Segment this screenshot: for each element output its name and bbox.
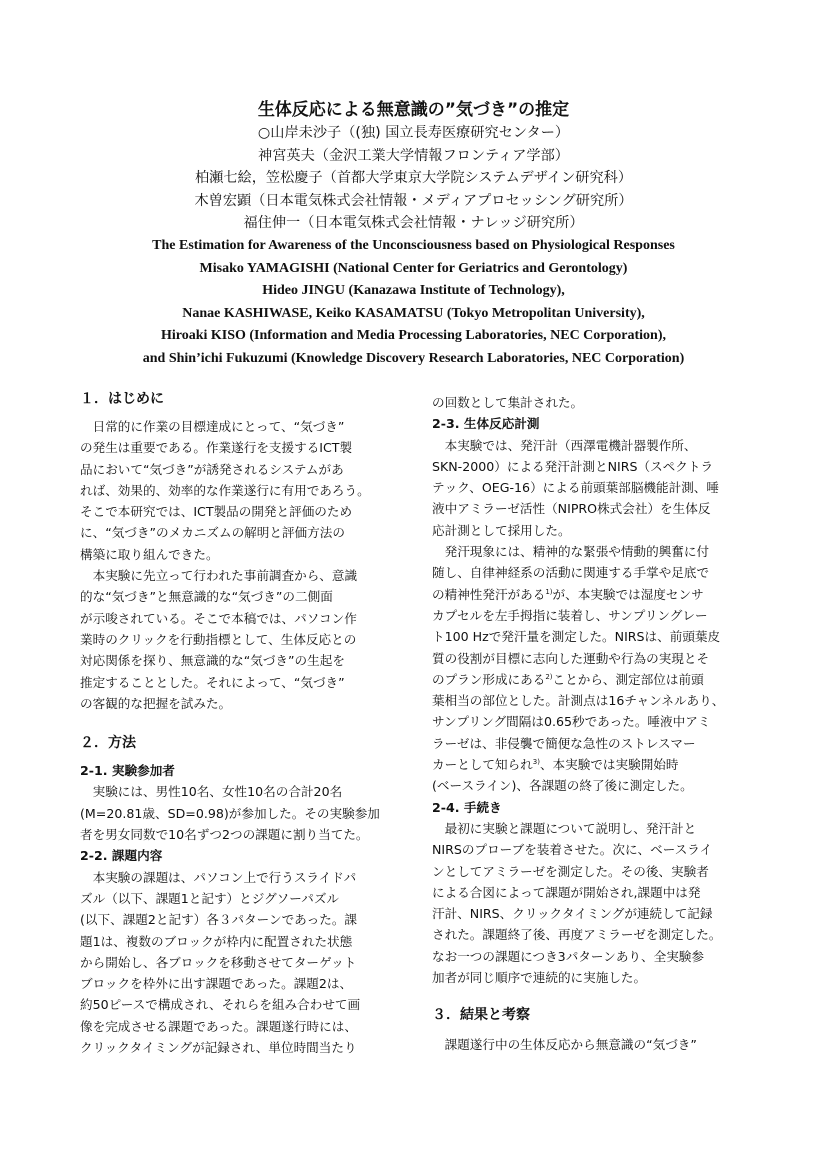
reference-2: 2): [545, 672, 553, 681]
paper-title-jp: 生体反応による無意識の”気づき”の推定: [257, 100, 570, 120]
physio-text: 、本実験では実験開始時 (ベースライン)、各課題の終了後に測定した。: [432, 757, 693, 794]
physio-paragraph-2: [432, 541, 758, 797]
author-line-en: Hideo JINGU (Kanazawa Institute of Technology),: [262, 283, 565, 299]
paper-title-en: The Estimation for Awareness of the Unconsciousness based on Physiological Responses: [152, 237, 675, 253]
author-line-en: Misako YAMAGISHI (National Center for Geriatrics and Gerontology): [199, 260, 628, 276]
left-column: [80, 388, 402, 1058]
author-line-en: Hiroaki KISO (Information and Media Processing Laboratories, NEC Corporation),: [160, 328, 667, 344]
author-line-jp: 福住伸一（日本電気株式会社情報・ナレッジ研究所）: [243, 215, 584, 232]
subsection-title-task: 2-2. 課題内容: [80, 848, 163, 864]
author-line-en: Nanae KASHIWASE, Keiko KASAMATSU (Tokyo Metropolitan University),: [182, 305, 645, 321]
reference-1: 1): [545, 587, 553, 596]
author-line-jp: 木曽宏顕（日本電気株式会社情報・メディアプロセッシング研究所）: [194, 192, 633, 209]
procedure-paragraph: 最初に実験と課題について説明し、発汗計と NIRSのプローブを装着させた。次に、ベースライ ンとしてアミラーゼを測定した。その後、実験者 による合図によって課題が開始され,課題中は発 汗計、NIRS、クリックタイミングが連続して記録 された。課題終了後、再度アミラーゼを測定した。 なお一つの課題につき3パターンあり、全実験参 加者が同じ順序で連続的に実施した。: [432, 820, 722, 986]
author-line-jp: 神宮英夫（金沢工業大学情報フロンティア学部）: [258, 147, 569, 164]
subsection-title-procedure: 2-4. 手続き: [432, 799, 502, 815]
paper-header: [40, 98, 787, 371]
author-line-jp: ○山岸未沙子（(独) 国立長寿医療研究センター）: [257, 125, 570, 141]
subsection-title-physio: 2-3. 生体反応計測: [432, 416, 540, 432]
subsection-title-participants: 2-1. 実験参加者: [80, 763, 175, 779]
intro-paragraph-2: 本実験に先立って行われた事前調査から、意識 的な“気づき”と無意識的な“気づき”の二側面 が示唆されている。そこで本稿では、パソコン作 業時のクリックを行動指標として、生体反応との 対応関係を探り、無意識的な“気づき”の生起を 推定することとした。それによって、“気づき” の客観的な把握を試みた。: [80, 568, 358, 711]
physio-text: ことから、測定部位は前頭 葉相当の部位とした。計測点は16チャンネルあり、 サンプリング間隔は0.65秒であった。唾液中アミ ラーゼは、非侵襲で簡便な急性のストレスマー カーとして知られ: [432, 671, 725, 773]
right-column: [432, 392, 758, 1056]
reference-3: 3): [532, 757, 540, 766]
participants-paragraph: 実験には、男性10名、女性10名の合計20名 (M=20.81歳、SD=0.98)が参加した。その実験参加 者を男女同数で10名ずつ2つの課題に割り当てた。: [80, 784, 380, 843]
intro-paragraph-1: 日常的に作業の目標達成にとって、“気づき” の発生は重要である。作業遂行を支援するICT製 品において“気づき”が誘発されるシステムがあ れば、効果的、効率的な作業遂行に有用であろう。 そこで本研究では、ICT製品の開発と評価のため に、“気づき”のメカニズムの解明と評価方法の 構築に取り組んできた。: [80, 419, 370, 562]
physio-paragraph-1: 本実験では、発汗計（西澤電機計器製作所、 SKN-2000）による発汗計測とNIRS（スペクトラ テック、OEG-16）による前頭葉部脳機能計測、唾 液中アミラーゼ活性（NIPRO株式会社）を生体反 応計測として採用した。: [432, 437, 719, 538]
physio-text: 発汗現象には、精神的な緊張や情動的興奮に付 随し、自律神経系の活動に関連する手掌や足底で の精神性発汗がある: [432, 544, 710, 602]
section-title-method: ２．方法: [80, 735, 136, 752]
section-title-intro: １．はじめに: [80, 391, 164, 407]
results-paragraph-1: 課題遂行中の生体反応から無意識の“気づき”: [444, 1037, 697, 1053]
task-paragraph: 本実験の課題は、パソコン上で行うスライドパ ズル（以下、課題1と記す）とジグソーパズル (以下、課題2と記す）各３パターンであった。課 題1は、複数のブロックが枠内に配置された状態 から開始し、各ブロックを移動させてターゲット ブロックを枠外に出す課題であった。課題2は、 約50ピースで構成され、それらを組み合わせて画 像を完成させる課題であった。課題遂行時には、 クリックタイミングが記録され、単位時間当たり: [80, 869, 361, 1056]
author-line-jp: 柏瀬七絵，笠松慶子（首都大学東京大学院システムデザイン研究科）: [194, 170, 633, 187]
task-paragraph-continued: の回数として集計された。: [432, 395, 584, 410]
physio-text: が、本実験では湿度センサ カプセルを左手拇指に装着し、サンプリングレー ト100 Hzで発汗量を測定した。NIRSは、前頭葉皮 質の役割が目標に志向した運動や行為の実現とそ のプラン形成にある: [432, 586, 721, 687]
author-line-en: and Shin’ichi Fukuzumi (Knowledge Discovery Research Laboratories, NEC Corporation): [142, 350, 685, 366]
section-title-results: ３．結果と考察: [432, 1007, 530, 1024]
